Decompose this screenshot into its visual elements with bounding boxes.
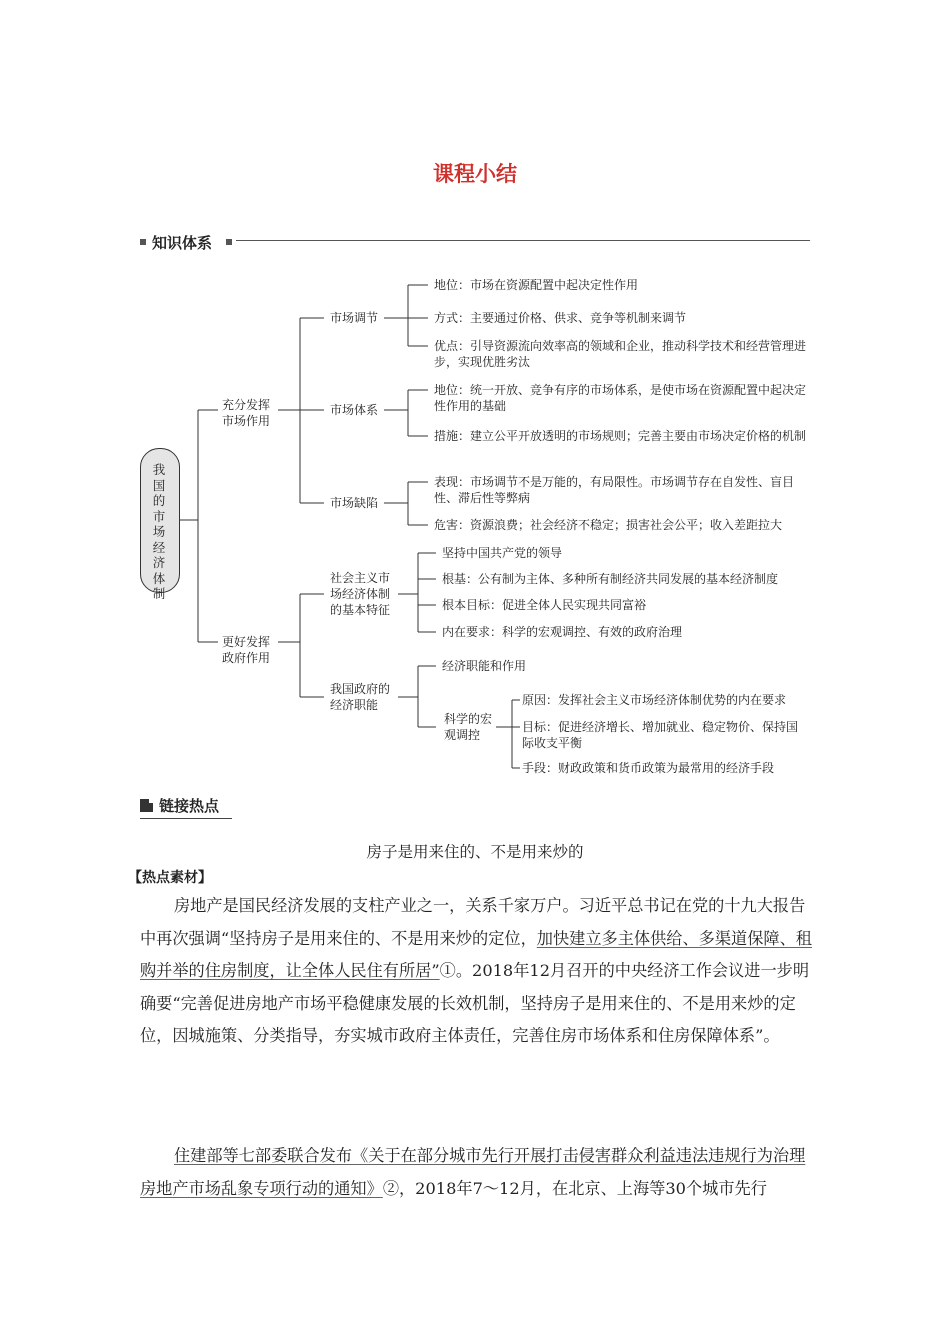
page-title: 课程小结: [433, 162, 517, 186]
underlined-notice: 住建部等七部委联合发布《关于在部分城市先行开展打击侵害群众利益违法违规行为治理房地产市场乱象专项行动的通知》: [140, 1146, 806, 1198]
node-market-regulation: 市场调节: [330, 311, 379, 325]
node-macro-control: 科学的宏观调控: [444, 712, 493, 742]
underlined-quote: 加快建立多主体供给、多渠道保障、租购并举的住房制度，让全体人民住有所居”: [140, 928, 812, 980]
paragraph-2: 住建部等七部委联合发布《关于在部分城市先行开展打击侵害群众利益违法违规行为治理房地产市场乱象专项行动的通知》②，2018年7～12月，在北京、上海等30个城市先行: [140, 1146, 806, 1198]
node-market-system: 市场体系: [330, 403, 379, 417]
node-economic-functions: 我国政府的经济职能: [330, 682, 391, 712]
material-label: 【热点素材】: [128, 870, 212, 886]
mindmap-root-label: 我国的市场经济体制: [152, 462, 166, 601]
leaf-text: 根本目标：促进全体人民实现共同富裕: [442, 598, 647, 612]
paragraph-1: 房地产是国民经济发展的支柱产业之一，关系千家万户。习近平总书记在党的十九大报告中再次强调“坚持房子是用来住的、不是用来炒的定位，加快建立多主体供给、多渠道保障、租购并举的住房制度，让全体人民住有所居”①。2018年12月召开的中央经济工作会议进一步明确要“完善促进房地产市场平稳健康发展的长效机制，坚持房子是用来住的、不是用来炒的定位，因城施策、分类指导，夯实城市政府主体责任，完善住房市场体系和住房保障体系”。: [140, 896, 812, 1045]
leaf-text: 原因：发挥社会主义市场经济体制优势的内在要求: [522, 693, 787, 707]
leaf-text: 根基：公有制为主体、多种所有制经济共同发展的基本经济制度: [442, 572, 779, 586]
leaf-text: 优点：引导资源流向效率高的领域和企业，推动科学技术和经营管理进步，实现优胜劣汰: [434, 339, 807, 369]
leaf-text: 危害：资源浪费；社会经济不稳定；损害社会公平；收入差距拉大: [434, 518, 783, 532]
leaf-text: 内在要求：科学的宏观调控、有效的政府治理: [442, 625, 683, 639]
section-subtitle: 房子是用来住的、不是用来炒的: [366, 843, 584, 861]
leaf-text: 坚持中国共产党的领导: [442, 546, 563, 560]
header-rule: [140, 818, 232, 819]
leaf-text: 地位：统一开放、竞争有序的市场体系，是使市场在资源配置中起决定性作用的基础: [434, 383, 807, 413]
leaf-text: 表现：市场调节不是万能的，有局限性。市场调节存在自发性、盲目性、滞后性等弊病: [434, 475, 795, 505]
leaf-text: 目标：促进经济增长、增加就业、稳定物价、保持国际收支平衡: [522, 720, 799, 750]
leaf-text: 地位：市场在资源配置中起决定性作用: [434, 278, 639, 292]
leaf-text: 手段：财政政策和货币政策为最常用的经济手段: [522, 761, 775, 775]
node-basic-features: 社会主义市场经济体制的基本特征: [330, 571, 391, 617]
knowledge-header-label: 知识体系: [152, 234, 213, 252]
leaf-text: 方式：主要通过价格、供求、竞争等机制来调节: [434, 311, 687, 325]
branch-government-role: 更好发挥政府作用: [222, 635, 271, 665]
leaf-text: 措施：建立公平开放透明的市场规则；完善主要由市场决定价格的机制: [434, 429, 807, 443]
branch-market-role: 充分发挥市场作用: [222, 398, 271, 428]
link-hotspot-label: 链接热点: [159, 797, 220, 815]
node-market-defects: 市场缺陷: [330, 496, 379, 510]
leaf-text: 经济职能和作用: [442, 659, 527, 673]
